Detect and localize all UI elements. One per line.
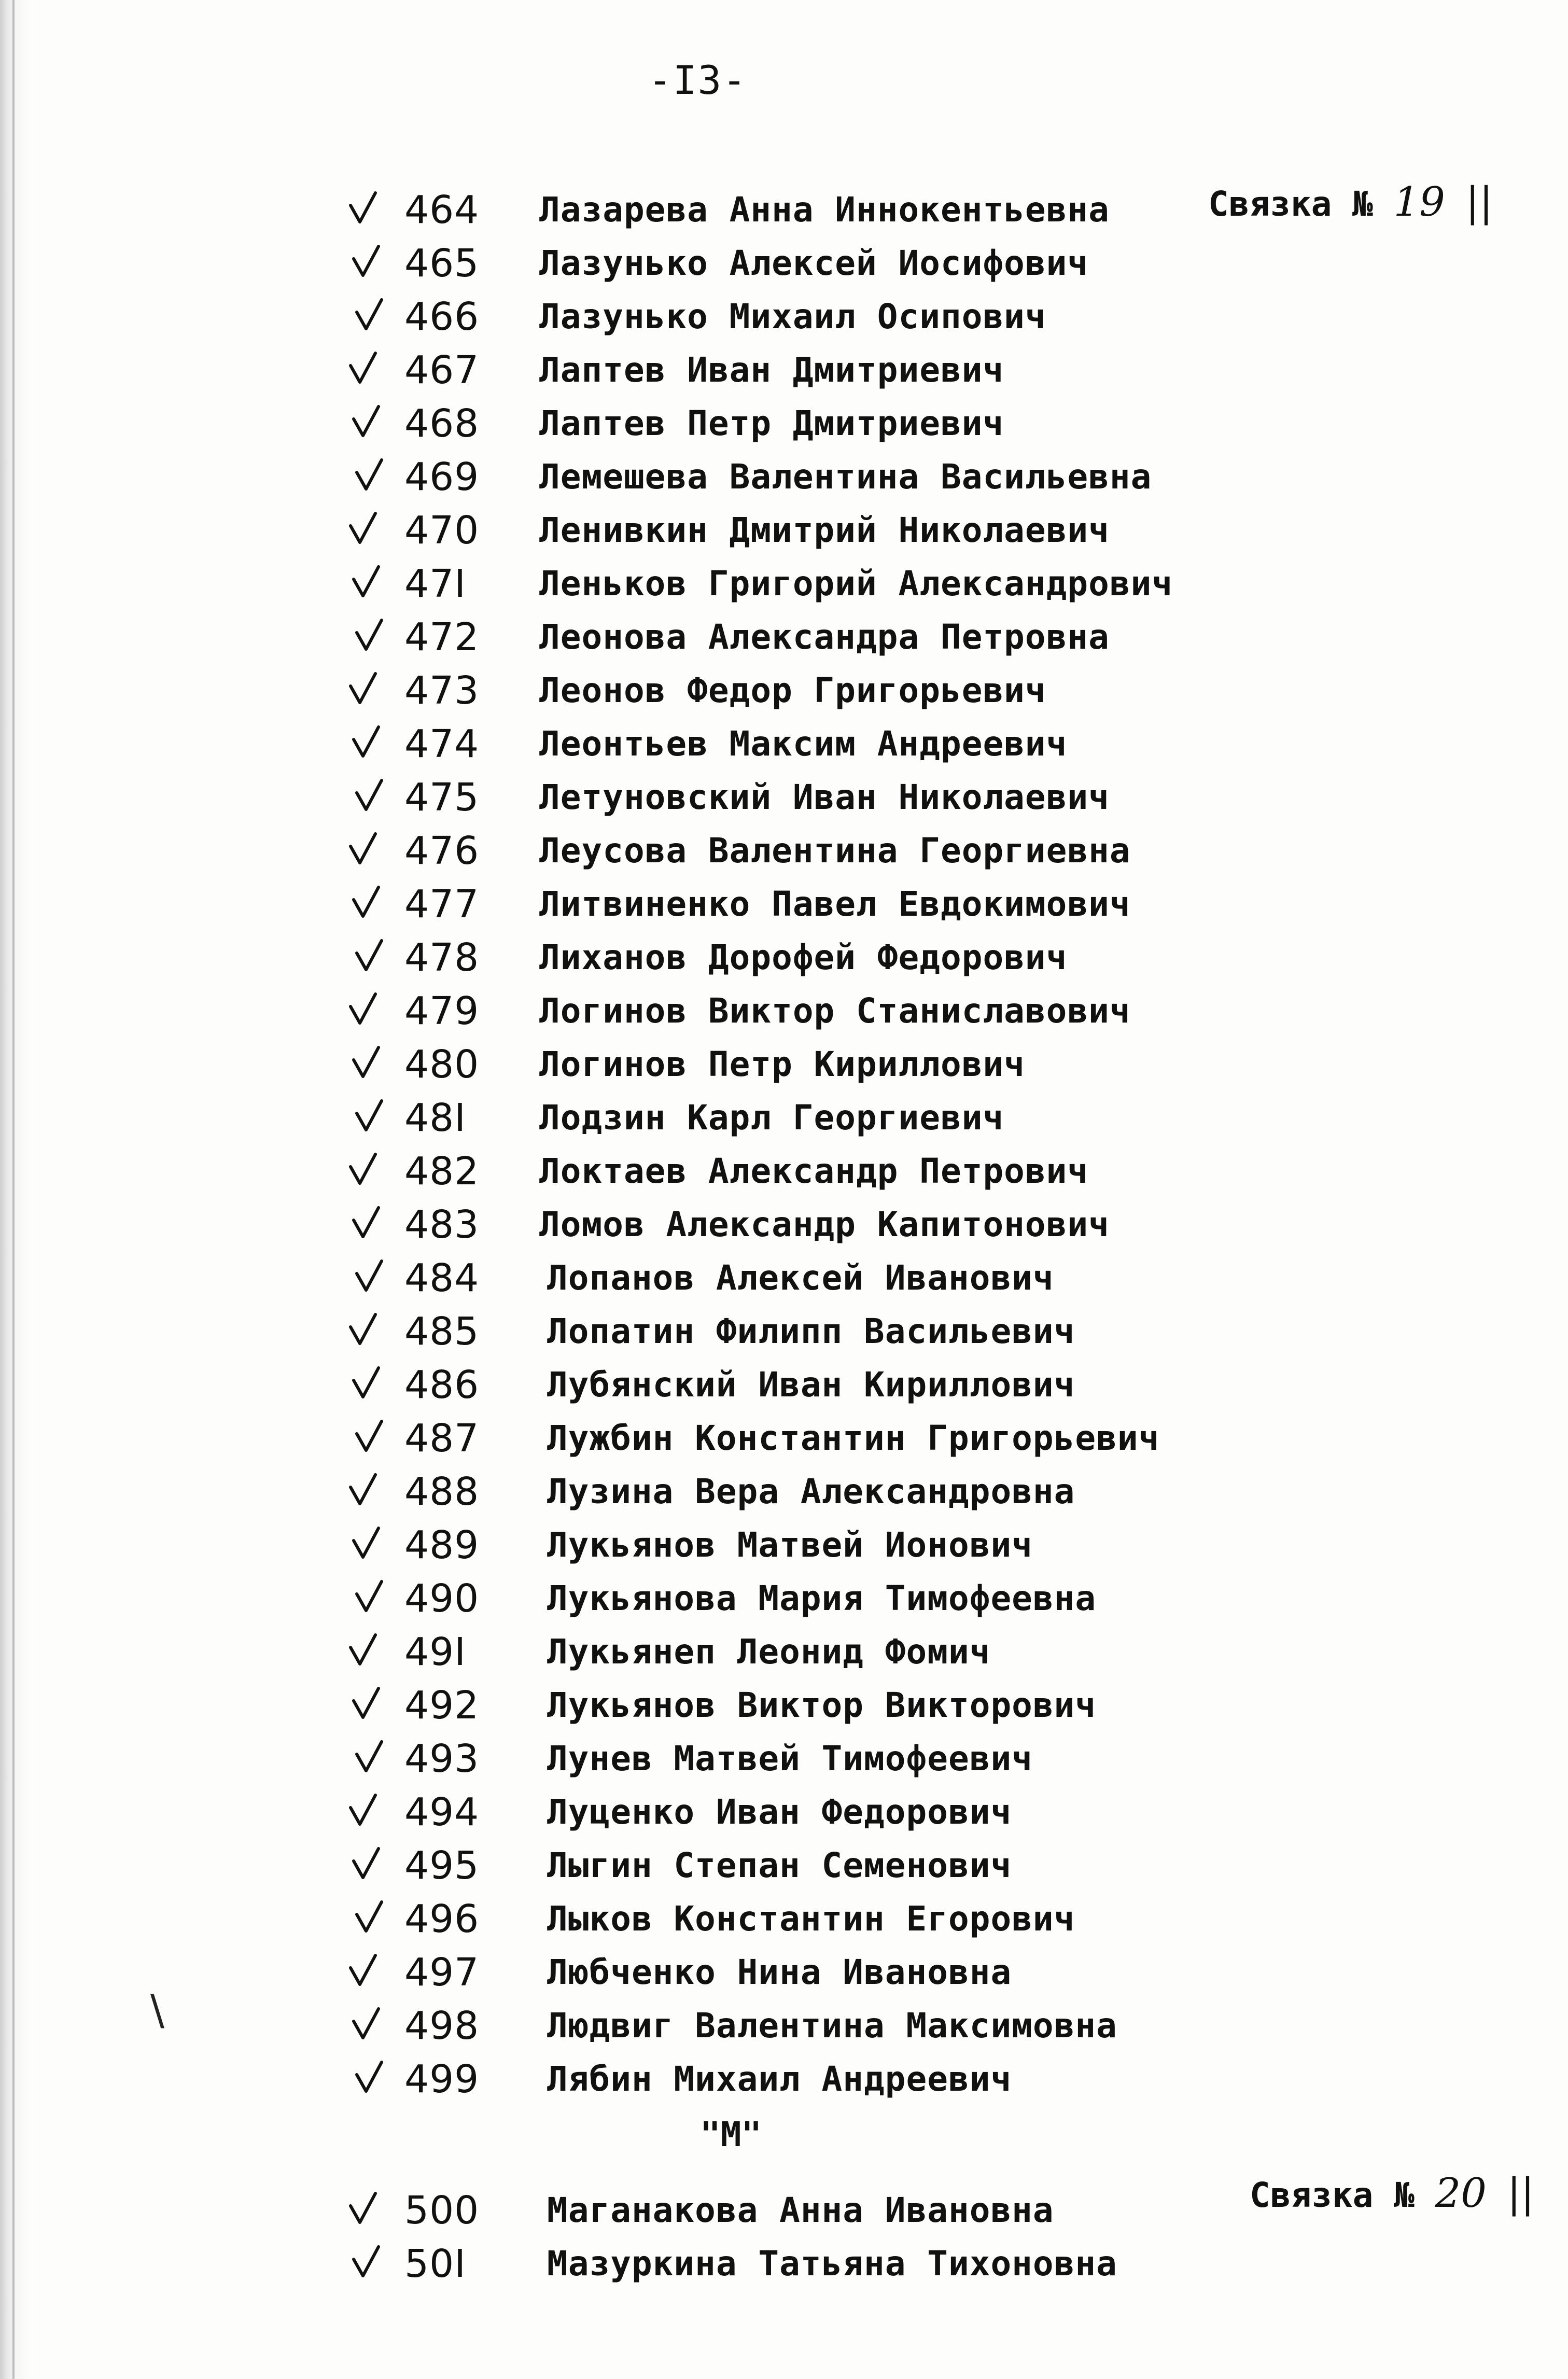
stray-pen-mark: \ <box>150 1986 164 2034</box>
list-item <box>0 1682 1568 1734</box>
checkmark-icon <box>351 243 382 279</box>
checkmark-icon <box>351 2244 382 2280</box>
bundle-number: 20 <box>1435 2170 1487 2217</box>
entry-name: Литвиненко Павел Евдокимович <box>539 884 1131 924</box>
list-item <box>0 347 1568 399</box>
entry-number: 478 <box>404 935 480 980</box>
entry-name: Леонова Александра Петровна <box>539 617 1110 657</box>
entry-number: 467 <box>404 348 480 393</box>
entry-name: Маганакова Анна Ивановна <box>547 2190 1054 2230</box>
list-item <box>0 988 1568 1040</box>
entry-name: Лаптев Петр Дмитриевич <box>539 403 1004 443</box>
list-item <box>0 934 1568 986</box>
entry-number: 468 <box>404 401 480 446</box>
entry-number: 473 <box>404 668 480 713</box>
list-item <box>0 1362 1568 1414</box>
entry-name: Логинов Петр Кириллович <box>539 1044 1025 1084</box>
list-item <box>0 1308 1568 1360</box>
checkmark-icon <box>351 1685 382 1722</box>
list-item <box>0 1736 1568 1787</box>
list-item <box>0 614 1568 666</box>
entry-number: 475 <box>404 775 480 820</box>
bundle-label-text: Связка № <box>1208 184 1373 224</box>
entry-number: 493 <box>404 1737 480 1781</box>
list-item <box>0 1468 1568 1520</box>
list-item <box>0 774 1568 826</box>
list-item <box>0 828 1568 879</box>
list-item <box>0 240 1568 292</box>
entry-number: 497 <box>404 1950 480 1995</box>
entry-number: 49I <box>404 1630 466 1674</box>
list-item <box>0 1522 1568 1574</box>
entry-number: 472 <box>404 615 480 660</box>
checkmark-icon <box>354 937 385 974</box>
entry-number: 484 <box>404 1256 480 1300</box>
checkmark-icon <box>354 617 385 653</box>
bundle-end-mark: || <box>1507 2170 1535 2217</box>
checkmark-icon <box>347 510 379 547</box>
entry-number: 490 <box>404 1576 480 1621</box>
checkmark-icon <box>351 2006 382 2042</box>
checkmark-icon <box>354 777 385 814</box>
entry-number: 464 <box>404 188 480 232</box>
entry-name: Леньков Григорий Александрович <box>539 564 1173 604</box>
list-item <box>0 1629 1568 1681</box>
checkmark-icon <box>347 831 379 867</box>
entry-number: 489 <box>404 1523 480 1568</box>
list-item <box>0 881 1568 933</box>
entry-name: Лопатин Филипп Васильевич <box>547 1311 1075 1351</box>
entry-number: 466 <box>404 295 480 339</box>
entry-number: 500 <box>404 2188 480 2233</box>
entry-number: 474 <box>404 722 480 766</box>
list-item <box>0 1255 1568 1307</box>
list-item <box>0 1575 1568 1627</box>
entry-name: Лиханов Дорофей Федорович <box>539 937 1068 977</box>
list-item <box>0 1201 1568 1253</box>
entry-name: Луценко Иван Федорович <box>547 1792 1012 1832</box>
entry-name: Лубянский Иван Кириллович <box>547 1365 1075 1405</box>
entry-number: 495 <box>404 1843 480 1888</box>
entry-number: 480 <box>404 1042 480 1087</box>
entry-name: Леонов Федор Григорьевич <box>539 670 1046 710</box>
entry-number: 485 <box>404 1309 480 1354</box>
checkmark-icon <box>351 1205 382 1241</box>
bundle-label-text: Связка № <box>1250 2175 1415 2215</box>
list-item <box>0 507 1568 559</box>
entry-name: Лодзин Карл Георгиевич <box>539 1098 1004 1138</box>
entry-name: Лемешева Валентина Васильевна <box>539 457 1152 497</box>
bundle-label-19 <box>1208 179 1493 226</box>
list-item <box>0 293 1568 345</box>
checkmark-icon <box>347 1952 379 1989</box>
entry-number: 50I <box>404 2242 466 2286</box>
entry-name: Лазунько Михаил Осипович <box>539 297 1046 337</box>
list-item <box>0 721 1568 773</box>
checkmark-icon <box>347 1151 379 1187</box>
list-item <box>0 1896 1568 1948</box>
checkmark-icon <box>354 1899 385 1935</box>
entry-number: 488 <box>404 1470 480 1514</box>
checkmark-icon <box>354 2059 385 2095</box>
checkmark-icon <box>354 1258 385 1294</box>
checkmark-icon <box>354 457 385 493</box>
entry-name: Лунев Матвей Тимофеевич <box>547 1739 1033 1779</box>
checkmark-icon <box>354 1578 385 1615</box>
entry-name: Леонтьев Максим Андреевич <box>539 724 1068 764</box>
checkmark-icon <box>351 403 382 440</box>
page-number: -I3- <box>648 57 748 103</box>
list-item <box>0 2056 1568 2108</box>
entry-name: Лыгин Степан Семенович <box>547 1845 1012 1885</box>
entry-number: 486 <box>404 1363 480 1407</box>
checkmark-icon <box>354 297 385 333</box>
entry-name: Леусова Валентина Георгиевна <box>539 831 1131 871</box>
entry-name: Лукьянеп Леонид Фомич <box>547 1632 991 1672</box>
entry-number: 483 <box>404 1202 480 1247</box>
entry-name: Лазарева Анна Иннокентьевна <box>539 190 1110 230</box>
checkmark-icon <box>351 1365 382 1401</box>
list-item <box>0 1789 1568 1841</box>
checkmark-icon <box>351 724 382 760</box>
list-item <box>0 1949 1568 2001</box>
checkmark-icon <box>347 1311 379 1348</box>
entry-name: Ломов Александр Капитонович <box>539 1205 1110 1244</box>
entry-name: Лазунько Алексей Иосифович <box>539 243 1089 283</box>
checkmark-icon <box>354 1739 385 1775</box>
entry-name: Локтаев Александр Петрович <box>539 1151 1089 1191</box>
list-item <box>0 667 1568 719</box>
entry-number: 476 <box>404 829 480 873</box>
list-item <box>0 454 1568 506</box>
entry-name: Летуновский Иван Николаевич <box>539 777 1110 817</box>
entry-number: 48I <box>404 1096 466 1140</box>
entry-number: 498 <box>404 2004 480 2048</box>
checkmark-icon <box>351 1044 382 1081</box>
entry-number: 482 <box>404 1149 480 1194</box>
list-item <box>0 1148 1568 1200</box>
checkmark-icon <box>351 1525 382 1561</box>
entry-name: Лужбин Константин Григорьевич <box>547 1418 1160 1458</box>
entry-name: Лыков Константин Егорович <box>547 1899 1075 1939</box>
list-item <box>0 2003 1568 2054</box>
bundle-label-20 <box>1250 2170 1534 2217</box>
bundle-number: 19 <box>1393 179 1445 226</box>
section-letter: "М" <box>700 2115 762 2154</box>
checkmark-icon <box>347 2190 379 2227</box>
entry-number: 465 <box>404 241 480 286</box>
entry-number: 499 <box>404 2057 480 2102</box>
entry-name: Лопанов Алексей Иванович <box>547 1258 1054 1298</box>
checkmark-icon <box>354 1418 385 1454</box>
entry-name: Лукьянов Виктор Викторович <box>547 1685 1097 1725</box>
entry-number: 477 <box>404 882 480 927</box>
list-item <box>0 1415 1568 1467</box>
entry-name: Лаптев Иван Дмитриевич <box>539 350 1004 390</box>
list-item <box>0 1095 1568 1146</box>
entry-number: 492 <box>404 1683 480 1728</box>
checkmark-icon <box>347 670 379 707</box>
list-item <box>0 1842 1568 1894</box>
entry-name: Лукьянов Матвей Ионович <box>547 1525 1033 1565</box>
entry-number: 47I <box>404 562 466 606</box>
bundle-end-mark: || <box>1465 179 1493 226</box>
checkmark-icon <box>351 884 382 920</box>
entry-name: Логинов Виктор Станиславович <box>539 991 1131 1031</box>
entry-name: Любченко Нина Ивановна <box>547 1952 1012 1992</box>
checkmark-icon <box>347 350 379 386</box>
checkmark-icon <box>351 1845 382 1882</box>
checkmark-icon <box>351 564 382 600</box>
entry-name: Лябин Михаил Андреевич <box>547 2059 1012 2099</box>
entry-number: 479 <box>404 989 480 1033</box>
checkmark-icon <box>347 991 379 1027</box>
list-item <box>0 561 1568 612</box>
entry-name: Лузина Вера Александровна <box>547 1472 1075 1512</box>
entry-name: Людвиг Валентина Максимовна <box>547 2006 1117 2046</box>
checkmark-icon <box>347 1792 379 1828</box>
entry-number: 469 <box>404 455 480 499</box>
entry-name: Ленивкин Дмитрий Николаевич <box>539 510 1110 550</box>
list-item <box>0 1041 1568 1093</box>
entry-number: 496 <box>404 1897 480 1941</box>
checkmark-icon <box>347 1472 379 1508</box>
entry-name: Лукьянова Мария Тимофеевна <box>547 1578 1097 1618</box>
entry-name: Мазуркина Татьяна Тихоновна <box>547 2244 1117 2284</box>
list-item <box>0 400 1568 452</box>
entry-number: 494 <box>404 1790 480 1835</box>
checkmark-icon <box>354 1098 385 1134</box>
entry-number: 470 <box>404 508 480 553</box>
list-item <box>0 2241 1568 2292</box>
checkmark-icon <box>347 190 379 226</box>
checkmark-icon <box>347 1632 379 1668</box>
entry-number: 487 <box>404 1416 480 1461</box>
